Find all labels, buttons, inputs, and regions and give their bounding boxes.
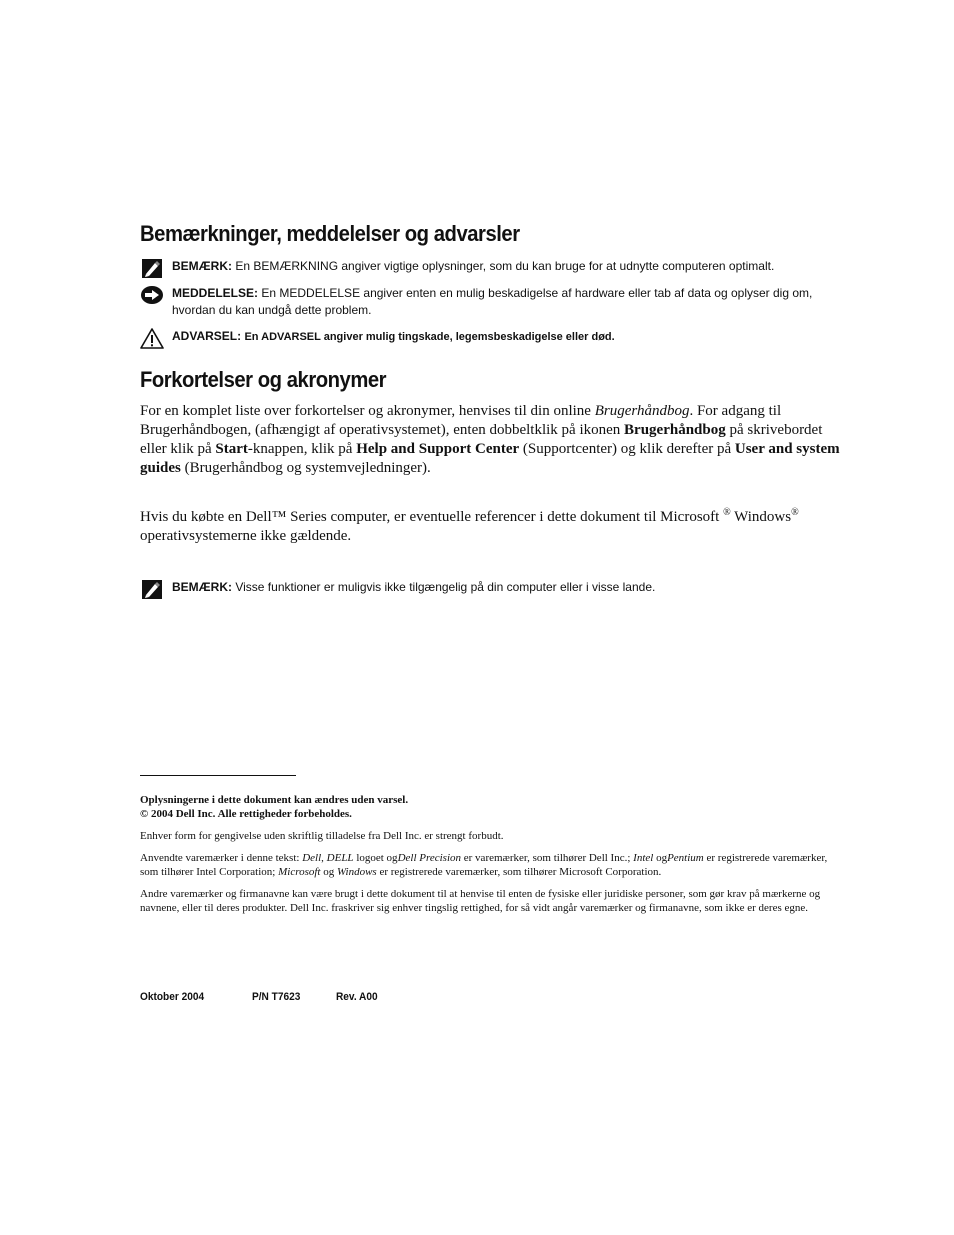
warning-text: En ADVARSEL angiver mulig tingskade, legemsbeskadigelse eller død. <box>244 331 615 343</box>
footnote-divider <box>140 775 296 776</box>
legal-notice-bold <box>140 793 842 821</box>
legal-trademarks <box>140 851 842 879</box>
text-run-bold: User and system guides <box>140 441 840 476</box>
text-run: logoet og <box>353 852 398 864</box>
text-run: Anvendte varemærker i denne tekst: <box>140 852 303 864</box>
note-label: BEMÆRK: <box>172 259 232 273</box>
text-run: . For adgang til Brugerhåndbogen, (afhængigt af operativsystemet), enten dobbeltklik på ikonen <box>140 403 782 438</box>
text-run: er varemærker, som tilhører Dell Inc.; <box>461 852 634 864</box>
note-text: En BEMÆRKNING angiver vigtige oplysninger, som du kan bruge for at udnytte computeren optimalt. <box>235 259 775 273</box>
notice-label: MEDDELELSE: <box>172 286 259 300</box>
paragraph-abbreviations <box>140 402 842 478</box>
text-run: operativsystemerne ikke gældende. <box>140 528 352 544</box>
registered-mark: ® <box>791 507 799 518</box>
text-run: på skrivebordet eller klik på <box>140 422 823 457</box>
legal-reproduction: Enhver form for gengivelse uden skriftlig tilladelse fra Dell Inc. er strengt forbudt. <box>140 830 504 842</box>
text-run: Windows <box>730 509 792 525</box>
text-run: (Brugerhåndbog og systemvejledninger). <box>180 460 431 476</box>
text-run-italic: Windows <box>336 866 377 878</box>
text-run: og <box>653 852 668 864</box>
footer-revision: Rev. A00 <box>336 991 378 1003</box>
text-run: (Supportcenter) og klik derefter på <box>519 441 735 457</box>
text-run-italic: DELL <box>326 852 354 864</box>
note-label: BEMÆRK: <box>172 580 232 594</box>
copyright-line: © 2004 Dell Inc. Alle rettigheder forbeholdes. <box>140 808 352 820</box>
text-run: -knappen, klik på <box>247 441 357 457</box>
text-run: er registrerede varemærker, som tilhører Microsoft Corporation. <box>376 866 662 878</box>
text-run: er registrerede varemærker, som tilhører Intel Corporation; <box>140 852 828 878</box>
text-run-italic: Microsoft <box>278 866 321 878</box>
note-pencil-icon <box>140 258 164 280</box>
warning-label: ADVARSEL: <box>172 329 242 343</box>
footer-date: Oktober 2004 <box>140 991 205 1003</box>
note-text: Visse funktioner er muligvis ikke tilgængelig på din computer eller i visse lande. <box>235 580 656 594</box>
legal-other-trademarks: Andre varemærker og firmanavne kan være brugt i dette dokument til at henvise til enten de fysiske eller juridiske personer, som gør krav på mærkerne og navnene, eller til deres produkter. Dell Inc. fraskriver sig enhver tingslig rettighed, for så vidt angår varemærker og firmanavne, som ikke er deres egne. <box>140 888 821 914</box>
text-run: Hvis du købte en Dell™ Series computer, er eventuelle referencer i dette dokument til Microsoft <box>140 509 724 525</box>
text-run-italic: Intel <box>633 852 654 864</box>
legal-change-notice: Oplysningerne i dette dokument kan ændres uden varsel. <box>140 794 409 806</box>
note-pencil-icon <box>140 579 164 601</box>
text-run-bold: Start <box>215 441 248 457</box>
text-run-italic: Brugerhåndbog <box>594 403 690 419</box>
section-title-notes: Bemærkninger, meddelelser og advarsler <box>140 221 520 246</box>
section-title-abbreviations: Forkortelser og akronymer <box>140 367 387 392</box>
text-run-italic: Dell <box>302 852 322 864</box>
text-run-italic: Pentium <box>667 852 704 864</box>
footer-part-number: P/N T7623 <box>252 991 301 1003</box>
text-run-italic: Dell Precision <box>397 852 462 864</box>
notice-arrow-icon <box>140 285 164 307</box>
text-run-bold: Help and Support Center <box>356 441 520 457</box>
registered-mark: ® <box>723 507 731 518</box>
notice-text: En MEDDELELSE angiver enten en mulig beskadigelse af hardware eller tab af data og oplyser dig om, hvordan du kan undgå dette problem. <box>172 286 813 317</box>
text-run: , <box>321 852 327 864</box>
warning-triangle-icon <box>140 328 164 350</box>
paragraph-dell-series <box>140 508 842 546</box>
text-run-bold: Brugerhåndbog <box>624 422 726 438</box>
text-run: og <box>320 866 337 878</box>
text-run: For en komplet liste over forkortelser og akronymer, henvises til din online <box>140 403 595 419</box>
